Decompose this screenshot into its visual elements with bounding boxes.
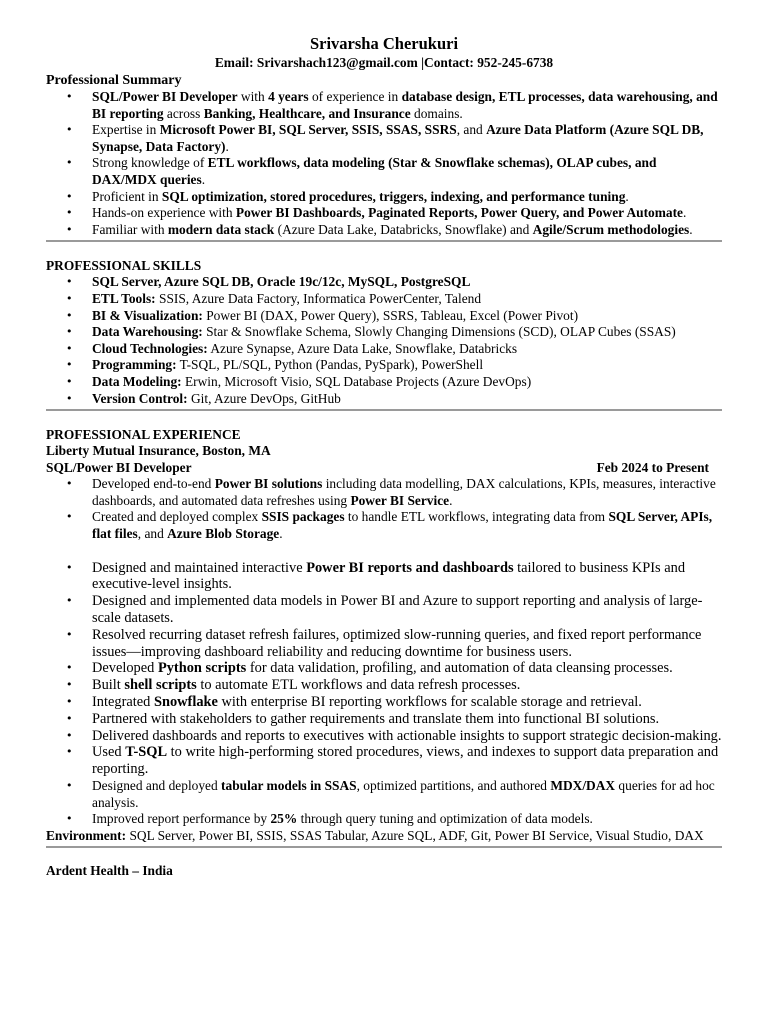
bold-text: Azure Blob Storage: [167, 526, 280, 542]
bullet-item: [46, 374, 722, 391]
text: with enterprise BI reporting workflows for scalable storage and retrieval.: [217, 694, 642, 711]
text: Designed and deployed: [92, 778, 222, 794]
environment-text: SQL Server, Power BI, SSIS, SSAS Tabular, Azure SQL, ADF, Git, Power BI Service, Visual Studio, DAX: [126, 827, 704, 843]
text: Developed: [92, 660, 158, 677]
skills-list: [46, 274, 722, 407]
job-dates: Feb 2024 to Present: [596, 459, 709, 475]
bullet-item: [46, 660, 722, 677]
text: Designed and maintained interactive: [92, 559, 307, 576]
text: Hands-on experience with: [92, 205, 236, 221]
bullet-item: [46, 560, 722, 594]
bold-text: Power BI Service: [350, 492, 450, 508]
bullet-item: [46, 694, 722, 711]
environment-label: Environment:: [46, 827, 127, 843]
bold-text: Version Control:: [92, 390, 188, 406]
bullet-item: [46, 627, 722, 661]
resume-page: [46, 34, 722, 880]
text: , and: [137, 526, 168, 542]
bold-text: SQL Server, Azure SQL DB, Oracle 19c/12c, MySQL, PostgreSQL: [92, 274, 471, 290]
text: (Azure Data Lake, Databricks, Snowflake) and: [274, 221, 533, 237]
text: Azure Synapse, Azure Data Lake, Snowflake, Databricks: [207, 340, 518, 356]
text: Built: [92, 677, 125, 694]
bold-text: ETL Tools:: [92, 290, 156, 306]
text: T-SQL, PL/SQL, Python (Pandas, PySpark), PowerShell: [176, 357, 484, 373]
text: Strong knowledge of: [92, 155, 208, 171]
text: Improved report performance by: [92, 811, 271, 827]
job-duties-list: [46, 560, 722, 778]
text: .: [625, 188, 629, 204]
text: Used: [92, 744, 126, 761]
contact-line: Email: Srivarshach123@gmail.com |Contact: 952-245-6738: [214, 55, 554, 70]
skills-heading: PROFESSIONAL SKILLS: [46, 258, 202, 274]
text: with: [237, 89, 269, 104]
bold-text: shell scripts: [124, 677, 197, 694]
text: .: [449, 492, 453, 508]
bullet-item: [46, 677, 722, 694]
bullet-item: [46, 509, 722, 542]
bold-text: SQL/Power BI Developer: [92, 89, 238, 104]
bullet-item: [46, 341, 722, 358]
text: including data modelling, DAX calculations, KPIs, measures, interactive dashboards, and automated data refreshes using: [92, 476, 716, 508]
bold-text: 4 years: [268, 89, 309, 104]
bullet-item: [46, 778, 722, 811]
bold-text: Power BI reports and dashboards: [306, 559, 514, 576]
text: for data validation, profiling, and automation of data cleansing processes.: [246, 660, 673, 677]
bold-text: SQL optimization, stored procedures, triggers, indexing, and performance tuning: [161, 188, 626, 204]
text: Integrated: [92, 694, 154, 711]
bold-text: Agile/Scrum methodologies: [532, 221, 690, 237]
bold-text: Azure Data Platform (Azure SQL DB, Synapse, Data Factory): [92, 122, 704, 154]
bullet-item: [46, 291, 722, 308]
text: .: [683, 205, 687, 221]
bullet-item: [46, 811, 722, 828]
bullet-item: [46, 274, 722, 291]
candidate-name: Srivarsha Cherukuri: [309, 34, 459, 53]
text: Delivered dashboards and reports to executives with actionable insights to support strategic decision-making.: [92, 727, 722, 744]
bold-text: 25%: [270, 811, 298, 827]
text: of experience in: [308, 89, 402, 104]
text: Created and deployed complex: [92, 509, 262, 525]
bullet-item: [46, 308, 722, 325]
job-duties-list: [46, 778, 722, 828]
bold-text: modern data stack: [167, 221, 275, 237]
text: Git, Azure DevOps, GitHub: [187, 390, 341, 406]
bold-text: Cloud Technologies:: [92, 340, 208, 356]
bold-text: MDX/DAX: [550, 778, 616, 794]
bullet-item: [46, 476, 722, 509]
text: Proficient in: [92, 188, 162, 204]
company-name: Ardent Health – India: [46, 863, 173, 879]
text: .: [201, 171, 206, 187]
text: Erwin, Microsoft Visio, SQL Database Projects (Azure DevOps): [181, 373, 532, 389]
bold-text: Power BI Dashboards, Paginated Reports, Power Query, and Power Automate: [235, 205, 683, 221]
text: across: [163, 105, 204, 121]
role-line: [46, 460, 722, 477]
bold-text: Power BI solutions: [214, 476, 323, 492]
text: through query tuning and optimization of data models.: [297, 811, 593, 827]
text: Star & Snowflake Schema, Slowly Changing Dimensions (SCD), OLAP Cubes (SSAS): [202, 324, 676, 340]
bullet-item: [46, 324, 722, 341]
text: domains.: [410, 105, 463, 121]
bold-text: SQL Server, APIs, flat files: [92, 509, 713, 542]
text: Developed end-to-end: [92, 476, 215, 492]
job-duties-list: [46, 476, 722, 542]
text: tailored to business KPIs and executive-level insights.: [92, 559, 686, 593]
bold-text: tabular models in SSAS: [221, 778, 357, 794]
text: queries for ad hoc analysis.: [92, 778, 715, 810]
bullet-item: [46, 744, 722, 778]
bold-text: Banking, Healthcare, and Insurance: [203, 105, 411, 121]
bold-text: Python scripts: [157, 660, 247, 677]
text: .: [279, 526, 283, 542]
text: Designed and implemented data models in Power BI and Azure to support reporting and analysis of large-scale datasets.: [92, 593, 703, 627]
text: , and: [456, 122, 487, 138]
text: Partnered with stakeholders to gather requirements and translate them into functional BI solutions.: [92, 710, 660, 727]
bold-text: Microsoft Power BI, SQL Server, SSIS, SSAS, SSRS: [159, 122, 457, 138]
bold-text: BI & Visualization:: [92, 307, 203, 323]
bullet-item: [46, 205, 722, 222]
bullet-item: [46, 593, 722, 627]
bullet-item: [46, 391, 722, 408]
bold-text: SSIS packages: [261, 509, 345, 525]
text: .: [225, 138, 229, 154]
bullet-item: [46, 122, 722, 155]
bullet-item: [46, 89, 722, 122]
summary-list: [46, 89, 722, 238]
experience-heading: PROFESSIONAL EXPERIENCE: [46, 427, 241, 443]
bold-text: Snowflake: [153, 694, 218, 711]
bullet-item: [46, 357, 722, 374]
bold-text: database design, ETL processes, data warehousing, and BI reporting: [92, 89, 718, 121]
text: , optimized partitions, and authored: [356, 778, 551, 794]
text: Resolved recurring dataset refresh failures, optimized slow-running queries, and fixed report performance issues—improving dashboard reliability and reducing downtime for business users.: [92, 626, 702, 660]
bold-text: Data Modeling:: [92, 373, 182, 389]
text: Expertise in: [92, 122, 160, 138]
summary-heading: Professional Summary: [46, 73, 182, 88]
job-title: SQL/Power BI Developer: [46, 459, 192, 475]
bold-text: ETL workflows, data modeling (Star & Snowflake schemas), OLAP cubes, and DAX/MDX queries: [92, 155, 657, 187]
company-name: Liberty Mutual Insurance, Boston, MA: [46, 443, 271, 459]
bullet-item: [46, 189, 722, 206]
text: to write high-performing stored procedures, views, and indexes to support data preparation and reporting.: [92, 744, 719, 778]
bullet-item: [46, 711, 722, 728]
bullet-item: [46, 155, 722, 188]
bold-text: Programming:: [92, 357, 177, 373]
text: Power BI (DAX, Power Query), SSRS, Tableau, Excel (Power Pivot): [202, 307, 579, 323]
bold-text: T-SQL: [125, 744, 168, 761]
bold-text: Data Warehousing:: [92, 324, 203, 340]
text: Familiar with: [92, 221, 168, 237]
text: to automate ETL workflows and data refresh processes.: [196, 677, 521, 694]
text: SSIS, Azure Data Factory, Informatica PowerCenter, Talend: [155, 290, 482, 306]
text: .: [689, 221, 693, 237]
environment-line: [46, 828, 722, 845]
bullet-item: [46, 222, 722, 239]
bullet-item: [46, 728, 722, 745]
text: to handle ETL workflows, integrating data from: [344, 509, 609, 525]
